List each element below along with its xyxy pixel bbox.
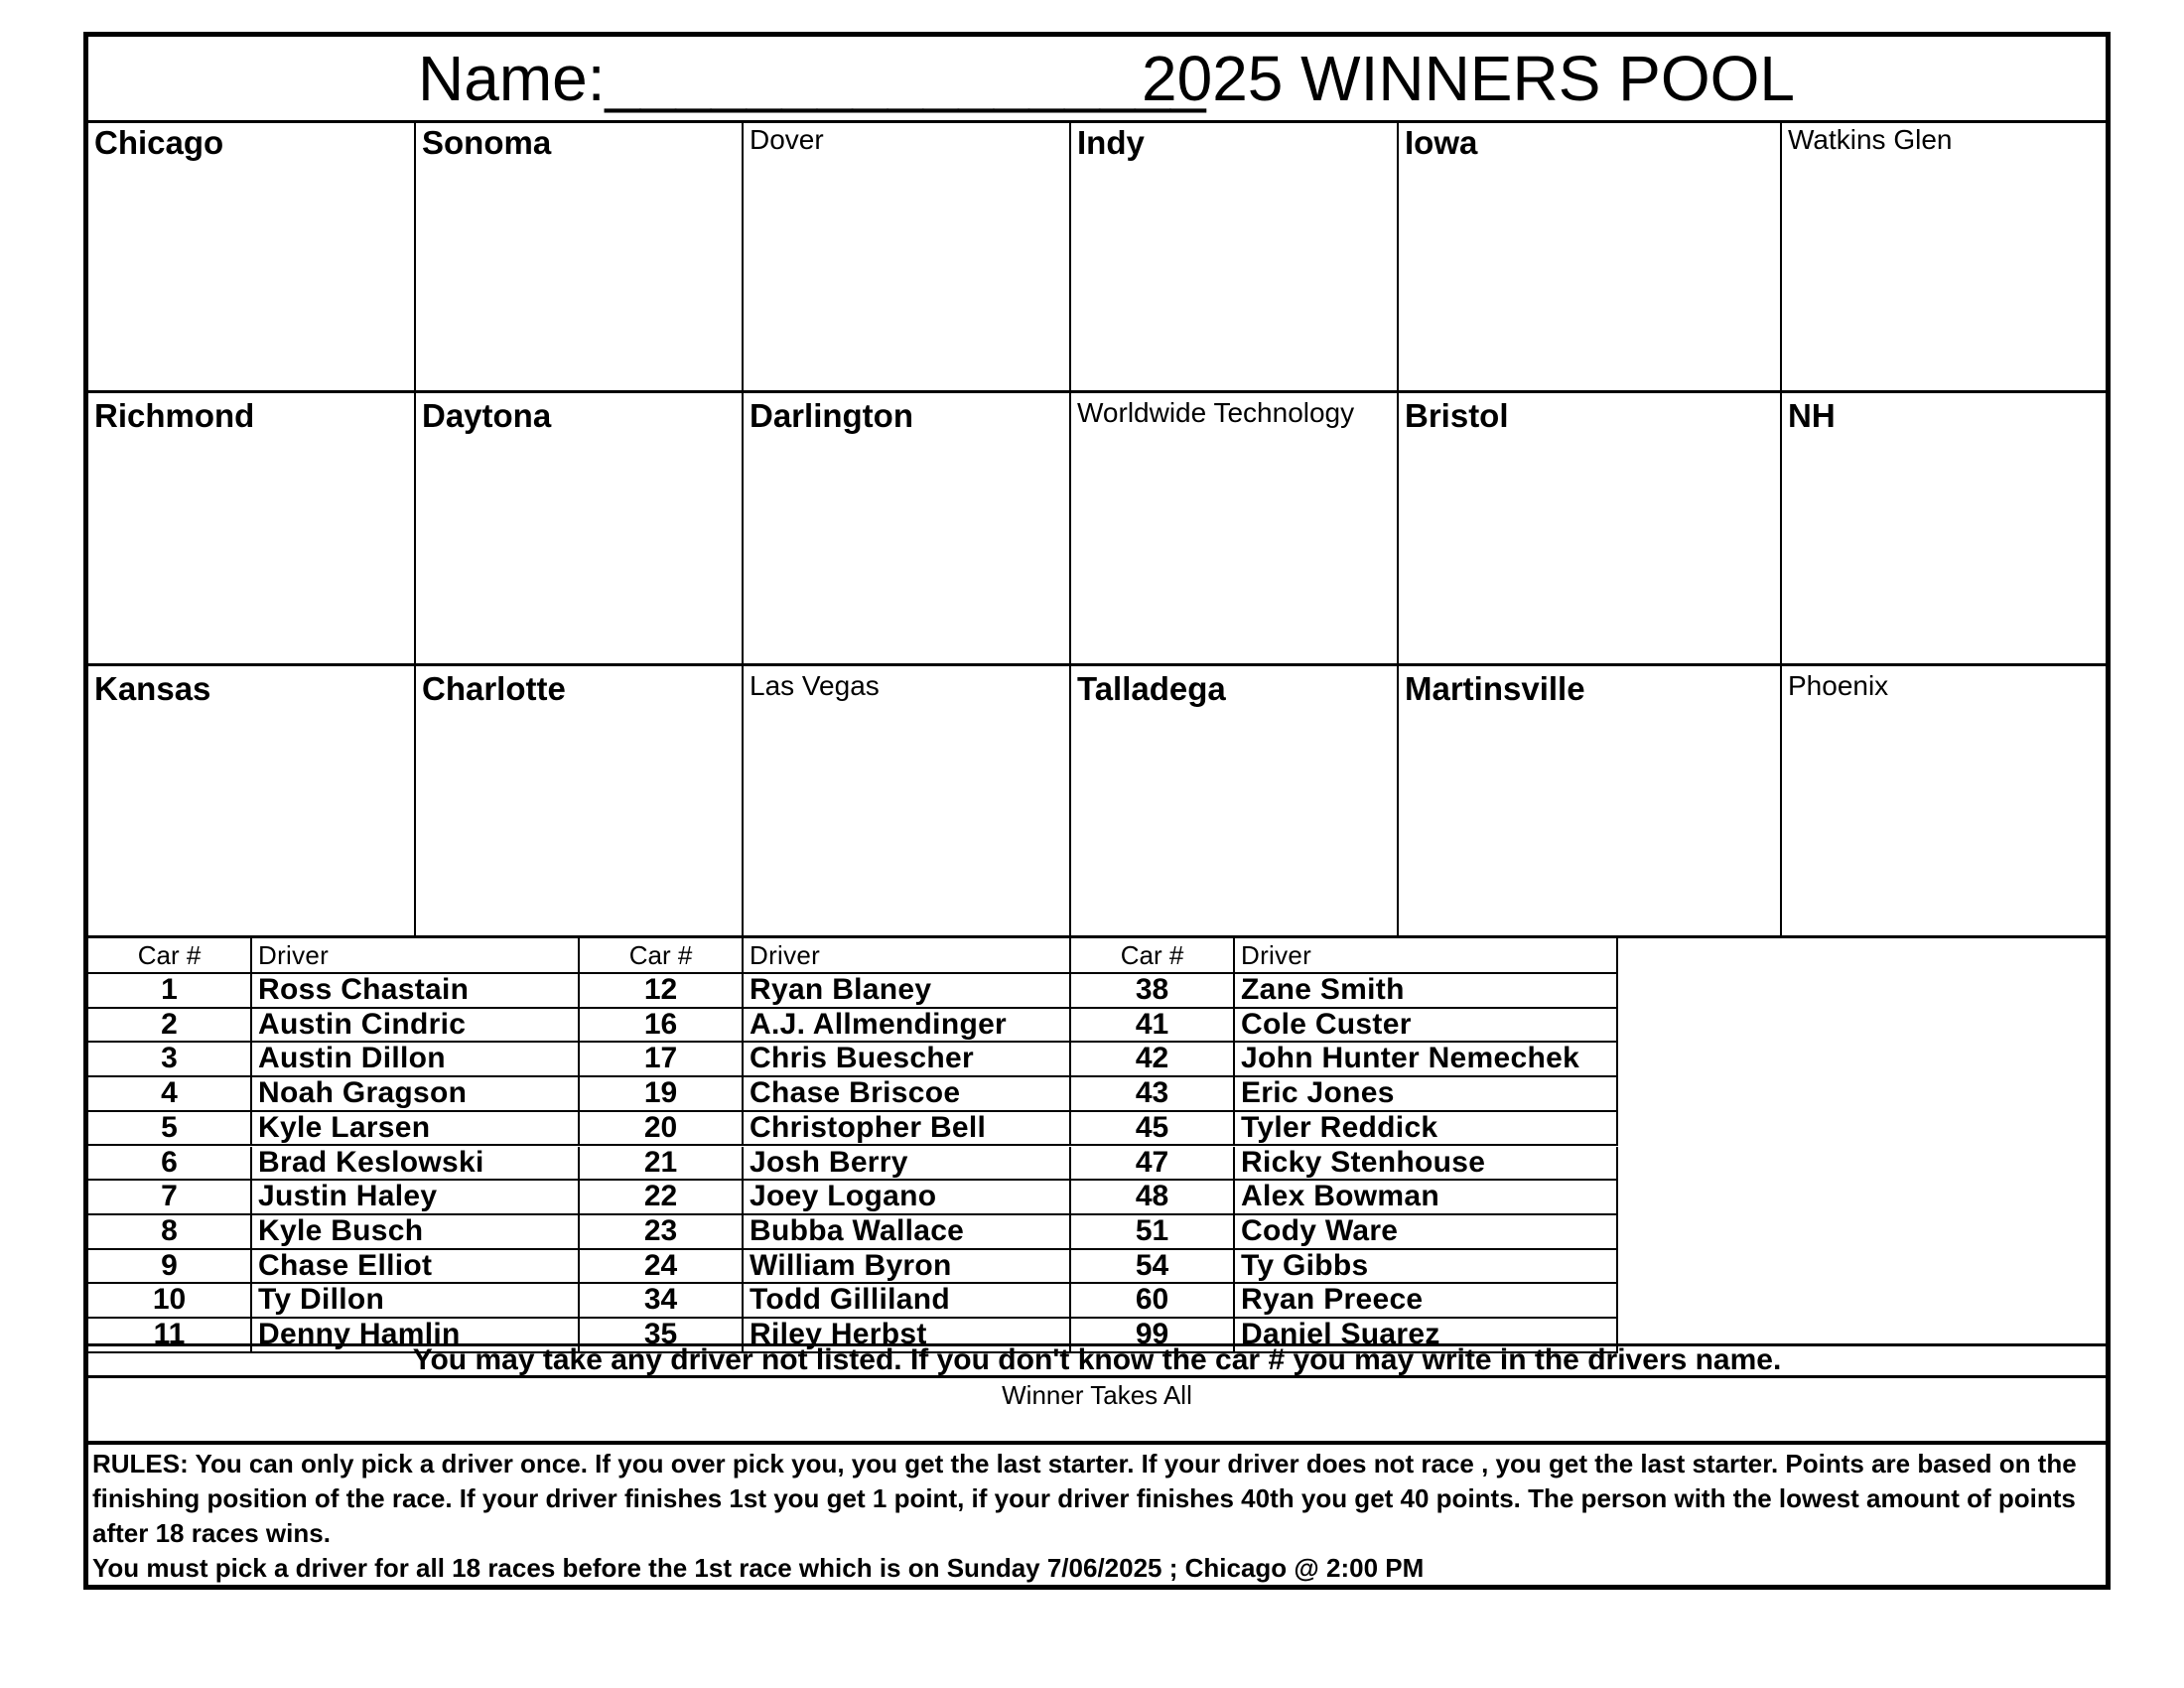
car-number: 2	[88, 1009, 252, 1044]
race-pick-cell[interactable]	[1071, 120, 1399, 393]
driver-name: Zane Smith	[1235, 974, 1618, 1009]
car-number: 48	[1071, 1181, 1235, 1215]
driver-name: Todd Gilliland	[744, 1284, 1071, 1319]
driver-header: Driver	[1235, 938, 1618, 974]
race-pick-cell[interactable]	[1071, 393, 1399, 666]
driver-name: Austin Cindric	[252, 1009, 580, 1044]
driver-name: Ty Dillon	[252, 1284, 580, 1319]
car-number: 24	[580, 1250, 744, 1285]
title-row	[88, 37, 2106, 123]
race-pick-cell[interactable]	[1782, 120, 2106, 393]
race-pick-cell[interactable]	[88, 120, 416, 393]
race-pick-cell[interactable]	[1399, 120, 1782, 393]
car-number: 60	[1071, 1284, 1235, 1319]
race-label: Kansas	[94, 670, 211, 707]
race-label: Charlotte	[422, 670, 566, 707]
race-label: Bristol	[1405, 397, 1509, 434]
driver-name: Ricky Stenhouse	[1235, 1147, 1618, 1182]
driver-name: Joey Logano	[744, 1181, 1071, 1215]
race-pick-cell[interactable]	[1782, 393, 2106, 666]
car-number: 99	[1071, 1319, 1235, 1353]
car-number: 1	[88, 974, 252, 1009]
race-label: Indy	[1077, 124, 1145, 161]
car-number: 17	[580, 1043, 744, 1077]
driver-name: Noah Gragson	[252, 1077, 580, 1112]
race-pick-cell[interactable]	[88, 393, 416, 666]
race-label: Worldwide Technology	[1077, 397, 1355, 428]
driver-header: Driver	[252, 938, 580, 974]
car-number: 20	[580, 1112, 744, 1147]
race-pick-cell[interactable]	[416, 120, 744, 393]
rules-section	[92, 1447, 2108, 1586]
car-number-header: Car #	[580, 938, 744, 974]
race-pick-cell[interactable]	[1399, 393, 1782, 666]
race-label: Phoenix	[1788, 670, 1889, 701]
car-number: 54	[1071, 1250, 1235, 1285]
driver-name: Eric Jones	[1235, 1077, 1618, 1112]
race-grid	[88, 120, 2106, 938]
car-number: 22	[580, 1181, 744, 1215]
car-number: 34	[580, 1284, 744, 1319]
race-pick-cell[interactable]	[1782, 666, 2106, 938]
race-label: Las Vegas	[750, 670, 880, 701]
driver-name: Chase Elliot	[252, 1250, 580, 1285]
driver-name: Denny Hamlin	[252, 1319, 580, 1353]
car-number: 23	[580, 1215, 744, 1250]
car-number: 8	[88, 1215, 252, 1250]
driver-name: Ryan Blaney	[744, 974, 1071, 1009]
driver-name: Kyle Larsen	[252, 1112, 580, 1147]
car-number: 12	[580, 974, 744, 1009]
race-label: Iowa	[1405, 124, 1478, 161]
driver-name: Kyle Busch	[252, 1215, 580, 1250]
race-label: Dover	[750, 124, 824, 155]
car-number: 5	[88, 1112, 252, 1147]
race-pick-cell[interactable]	[744, 393, 1071, 666]
car-number: 9	[88, 1250, 252, 1285]
car-number: 16	[580, 1009, 744, 1044]
driver-name: Christopher Bell	[744, 1112, 1071, 1147]
driver-name: John Hunter Nemechek	[1235, 1043, 1618, 1077]
race-label: Martinsville	[1405, 670, 1585, 707]
car-number: 21	[580, 1147, 744, 1182]
driver-table	[88, 938, 1623, 1350]
car-number: 6	[88, 1147, 252, 1182]
race-pick-cell[interactable]	[744, 120, 1071, 393]
race-label: Darlington	[750, 397, 913, 434]
driver-name: Ross Chastain	[252, 974, 580, 1009]
car-number: 51	[1071, 1215, 1235, 1250]
race-label: Chicago	[94, 124, 224, 161]
race-label: NH	[1788, 397, 1836, 434]
driver-name: William Byron	[744, 1250, 1071, 1285]
car-number: 11	[88, 1319, 252, 1353]
race-label: Daytona	[422, 397, 552, 434]
driver-name: Josh Berry	[744, 1147, 1071, 1182]
car-number: 38	[1071, 974, 1235, 1009]
car-number: 41	[1071, 1009, 1235, 1044]
rules-deadline: You must pick a driver for all 18 races before the 1st race which is on Sunday 7/06/2025 ; Chicago @ 2:00 PM	[92, 1553, 1425, 1583]
driver-name: Brad Keslowski	[252, 1147, 580, 1182]
car-number-header: Car #	[1071, 938, 1235, 974]
car-number: 4	[88, 1077, 252, 1112]
car-number: 45	[1071, 1112, 1235, 1147]
footnote: You may take any driver not listed. If you don't know the car # you may write in the drivers name.	[88, 1343, 2106, 1378]
driver-header: Driver	[744, 938, 1071, 974]
name-field-label[interactable]: Name:_________________	[418, 43, 1206, 114]
rules-paragraph: RULES: You can only pick a driver once. If you over pick you, you get the last starter. If your driver does not race , you get the last starter. Points are based on the finishing position of the race. If your driver finishes 1st you get 1 point, if your driver finishes 40th you get 40 points. The person with the lowest amount of points after 18 races wins.	[92, 1449, 2077, 1548]
car-number: 43	[1071, 1077, 1235, 1112]
race-label: Talladega	[1077, 670, 1226, 707]
driver-name: A.J. Allmendinger	[744, 1009, 1071, 1044]
race-label: Watkins Glen	[1788, 124, 1953, 155]
race-pick-cell[interactable]	[88, 666, 416, 938]
driver-name: Riley Herbst	[744, 1319, 1071, 1353]
car-number: 19	[580, 1077, 744, 1112]
driver-name: Cole Custer	[1235, 1009, 1618, 1044]
driver-name: Chris Buescher	[744, 1043, 1071, 1077]
driver-name: Ty Gibbs	[1235, 1250, 1618, 1285]
page-title: 2025 WINNERS POOL	[1142, 43, 1795, 114]
car-number: 47	[1071, 1147, 1235, 1182]
pool-sheet	[83, 32, 2111, 1590]
driver-name: Tyler Reddick	[1235, 1112, 1618, 1147]
car-number-header: Car #	[88, 938, 252, 974]
driver-name: Justin Haley	[252, 1181, 580, 1215]
driver-name: Chase Briscoe	[744, 1077, 1071, 1112]
race-label: Sonoma	[422, 124, 552, 161]
driver-name: Cody Ware	[1235, 1215, 1618, 1250]
car-number: 35	[580, 1319, 744, 1353]
winner-note: Winner Takes All	[88, 1378, 2106, 1445]
race-pick-cell[interactable]	[416, 666, 744, 938]
race-label: Richmond	[94, 397, 255, 434]
car-number: 7	[88, 1181, 252, 1215]
driver-name: Alex Bowman	[1235, 1181, 1618, 1215]
car-number: 42	[1071, 1043, 1235, 1077]
driver-name: Daniel Suarez	[1235, 1319, 1618, 1353]
driver-name: Bubba Wallace	[744, 1215, 1071, 1250]
race-pick-cell[interactable]	[1071, 666, 1399, 938]
driver-name: Austin Dillon	[252, 1043, 580, 1077]
car-number: 10	[88, 1284, 252, 1319]
race-pick-cell[interactable]	[416, 393, 744, 666]
car-number: 3	[88, 1043, 252, 1077]
race-pick-cell[interactable]	[744, 666, 1071, 938]
race-pick-cell[interactable]	[1399, 666, 1782, 938]
driver-name: Ryan Preece	[1235, 1284, 1618, 1319]
